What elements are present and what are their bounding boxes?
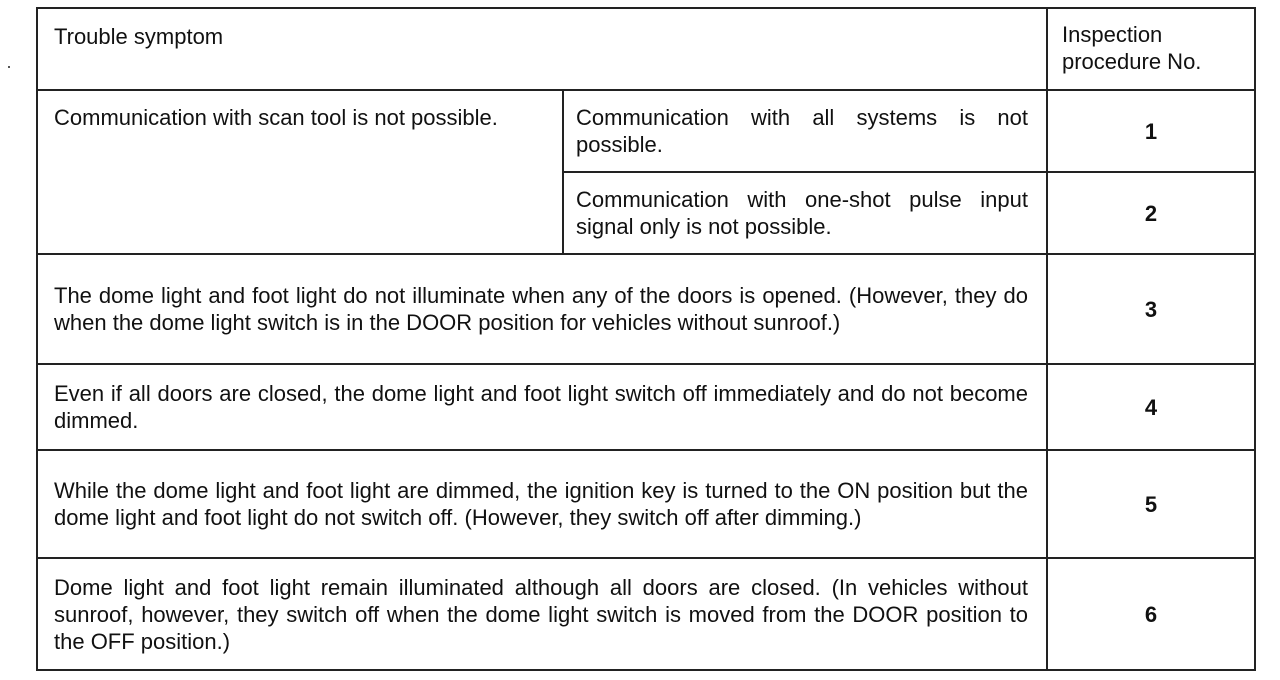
- symptom-cell: [37, 558, 1047, 670]
- symptom-cell: [37, 450, 1047, 558]
- symptom-text: Communication with all systems is not possible.: [576, 105, 1028, 157]
- procedure-number: 1: [1047, 90, 1255, 172]
- trouble-symptom-table: [36, 7, 1256, 671]
- procedure-number: 5: [1047, 450, 1255, 558]
- table-row: [37, 90, 1255, 172]
- procedure-number: 2: [1047, 172, 1255, 254]
- symptom-text: Communication with one-shot pulse input signal only is not possible.: [576, 187, 1028, 239]
- procedure-number: 6: [1047, 558, 1255, 670]
- symptom-text: Dome light and foot light remain illuminated although all doors are closed. (In vehicles without sunroof, however, they switch off when the dome light switch is moved from the DOOR position to the OFF position.): [54, 574, 1028, 654]
- table-row: [37, 558, 1255, 670]
- procedure-number: 4: [1047, 364, 1255, 450]
- symptom-cell: [563, 90, 1047, 172]
- table-row: [37, 364, 1255, 450]
- header-trouble-symptom: Trouble symptom: [37, 8, 1047, 90]
- symptom-text: Even if all doors are closed, the dome light and foot light switch off immediately and do not become dimmed.: [54, 381, 1028, 433]
- symptom-cell: [563, 172, 1047, 254]
- table-row: [37, 254, 1255, 364]
- scan-speck: [8, 66, 10, 68]
- table-row: [37, 450, 1255, 558]
- header-inspection-procedure: Inspection procedure No.: [1047, 8, 1255, 90]
- procedure-number: 3: [1047, 254, 1255, 364]
- header-row: [37, 8, 1255, 90]
- symptom-text: The dome light and foot light do not illuminate when any of the doors is opened. (However, they do when the dome light switch is in the DOOR position for vehicles without sunroof.): [54, 283, 1028, 335]
- symptom-cell: [37, 364, 1047, 450]
- symptom-cell: [37, 254, 1047, 364]
- symptom-text: Communication with scan tool is not possible.: [54, 105, 498, 130]
- comm-group-label: [37, 90, 563, 254]
- symptom-text: While the dome light and foot light are dimmed, the ignition key is turned to the ON position but the dome light and foot light do not switch off. (However, they switch off after dimming.): [54, 478, 1028, 530]
